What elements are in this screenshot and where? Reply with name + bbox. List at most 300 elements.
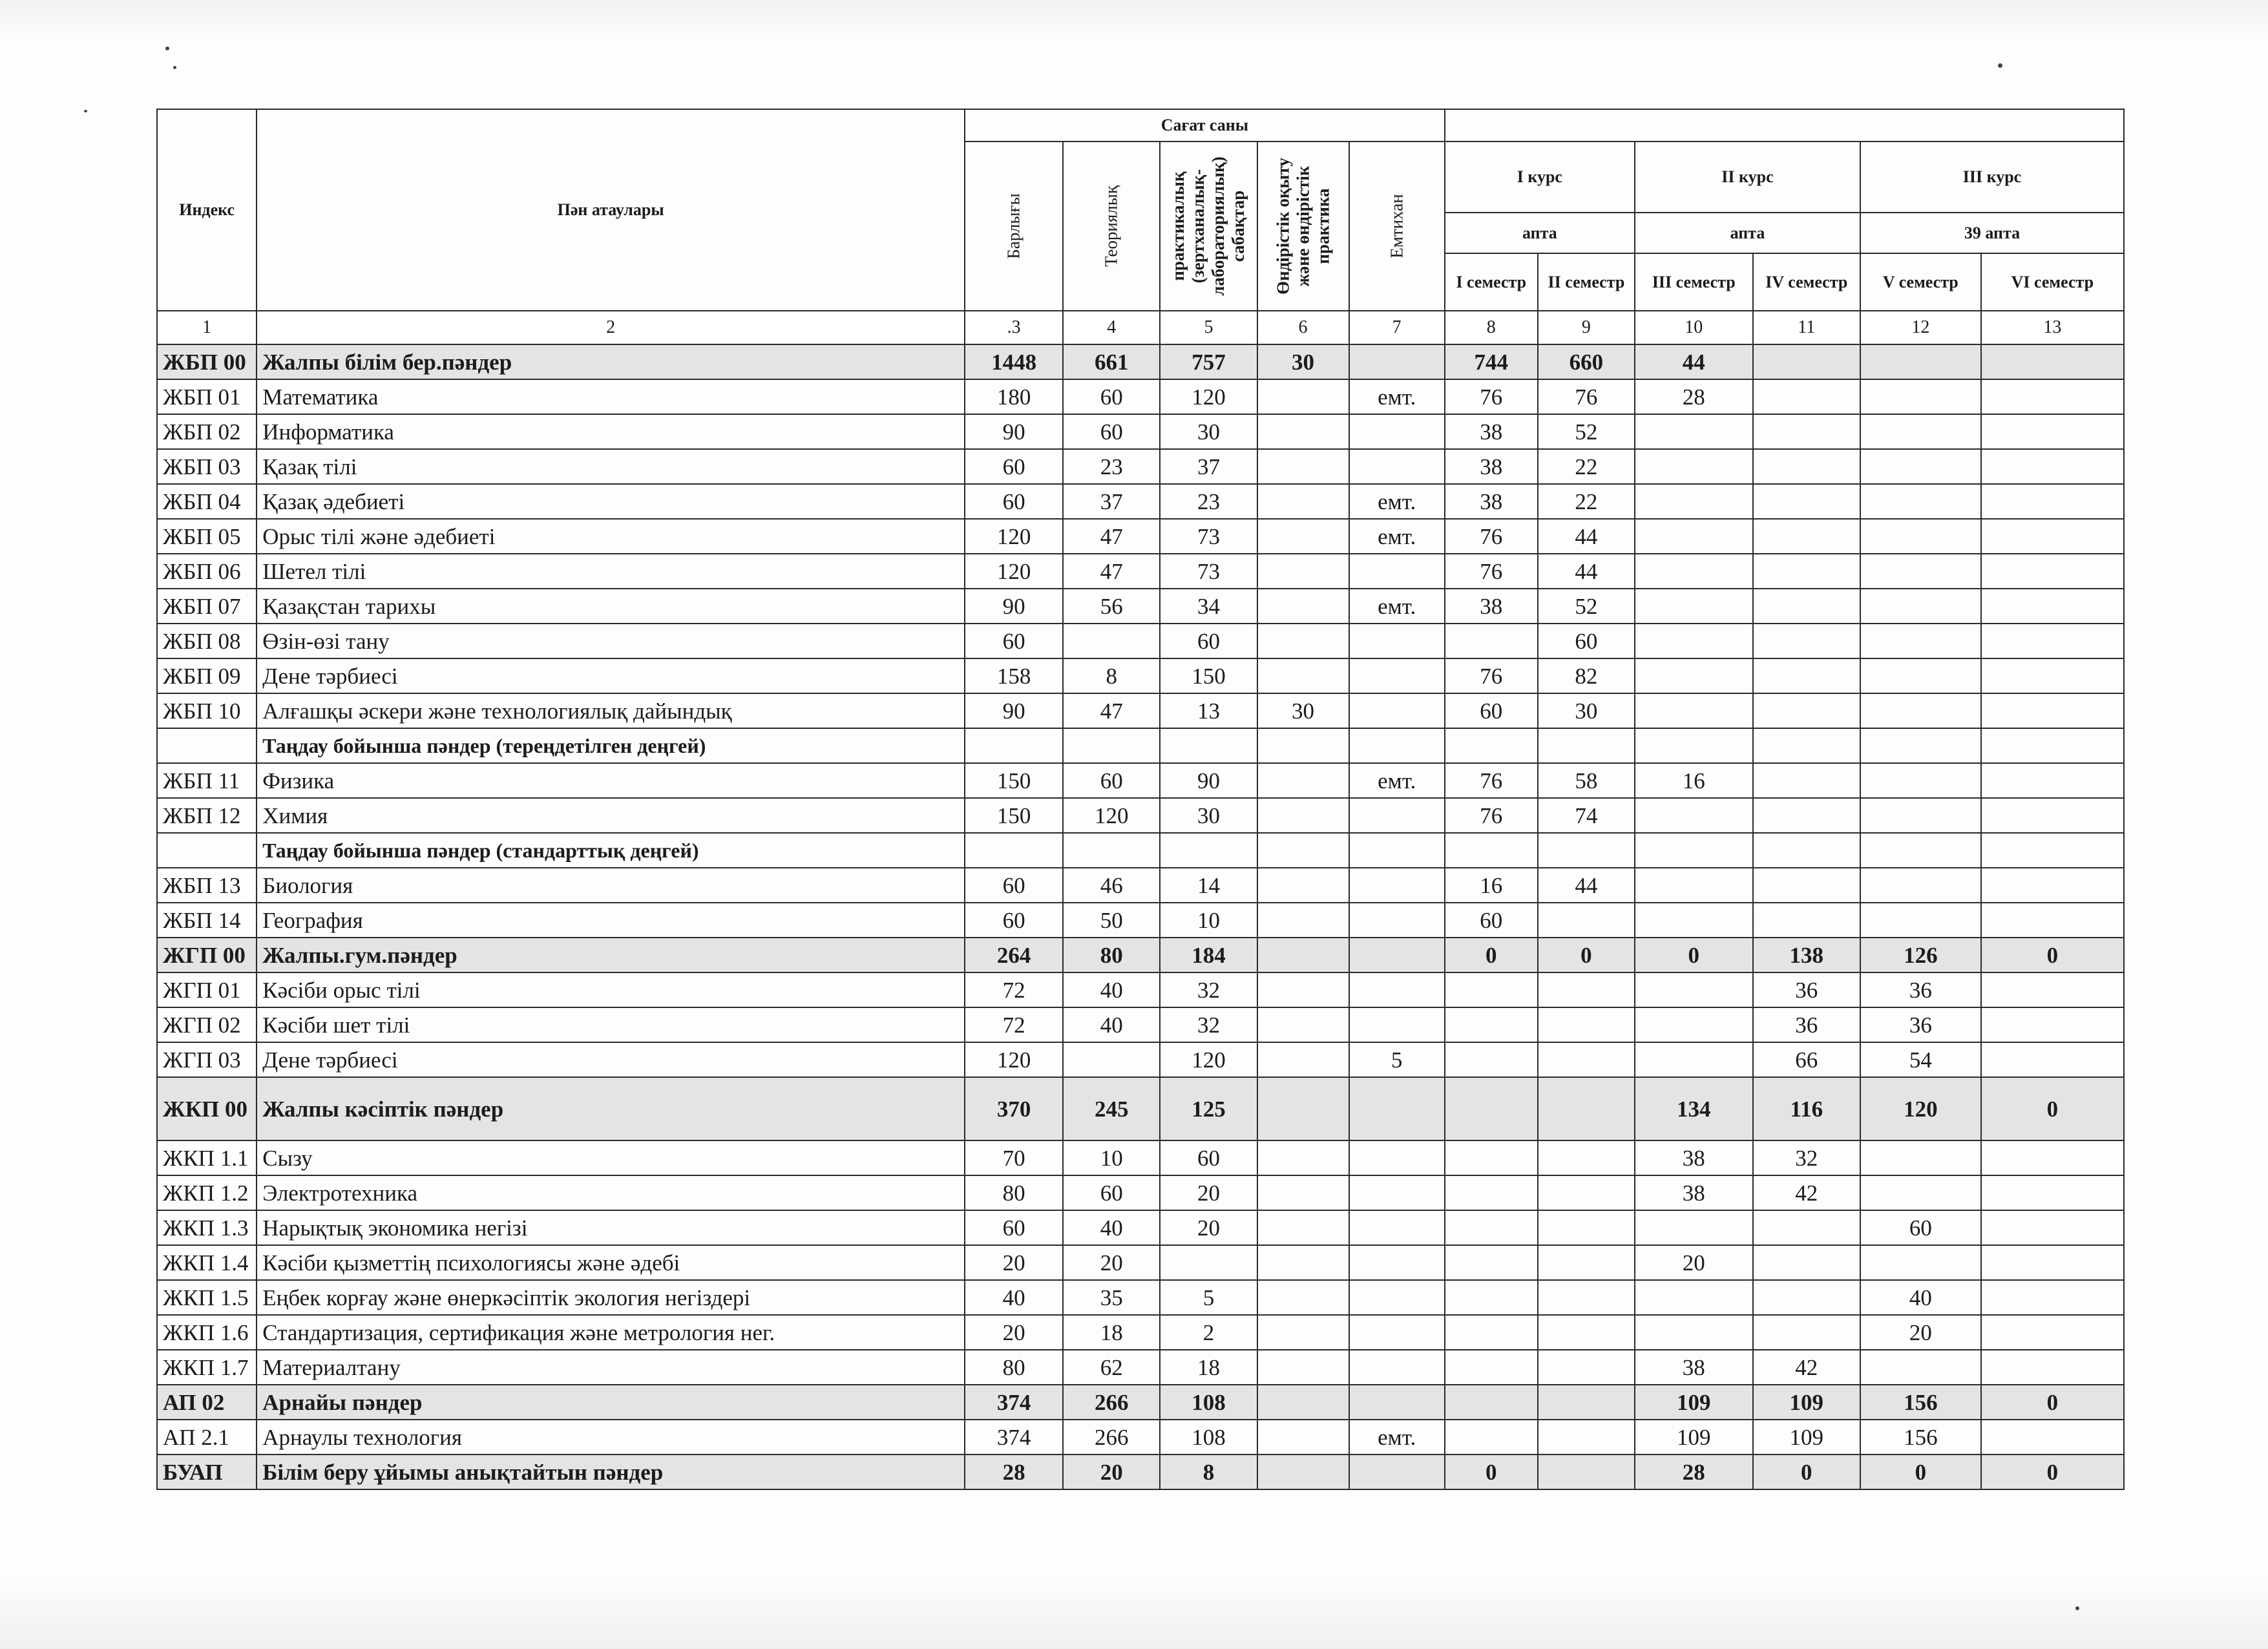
value-cell: 90 (965, 693, 1063, 728)
value-cell: 90 (965, 589, 1063, 624)
index-cell: ЖБП 03 (157, 449, 257, 484)
header-hours: Сағат саны (965, 109, 1445, 142)
value-cell: 72 (965, 1007, 1063, 1042)
value-cell: 0 (1981, 1455, 2124, 1489)
subject-name-cell: Арнайы пәндер (257, 1385, 965, 1420)
value-cell: 20 (1160, 1210, 1257, 1245)
value-cell: 120 (1860, 1077, 1981, 1140)
value-cell: 30 (1160, 414, 1257, 449)
value-cell: 1448 (965, 344, 1063, 379)
header-semester-2: II семестр (1538, 253, 1635, 311)
value-cell (1257, 1007, 1349, 1042)
scan-speck (1998, 63, 2002, 68)
value-cell: 60 (1063, 414, 1160, 449)
table-row (157, 1140, 2124, 1175)
value-cell: 40 (1860, 1280, 1981, 1315)
value-cell (1538, 833, 1635, 868)
value-cell (1981, 1315, 2124, 1350)
value-cell: 264 (965, 938, 1063, 972)
value-cell: 18 (1063, 1315, 1160, 1350)
index-cell: ЖБП 00 (157, 344, 257, 379)
value-cell (1257, 1077, 1349, 1140)
section-row (157, 344, 2124, 379)
value-cell (1538, 1455, 1635, 1489)
value-cell: 23 (1160, 484, 1257, 519)
value-cell: 60 (1063, 763, 1160, 798)
subject-name-cell: География (257, 903, 965, 938)
value-cell (1257, 449, 1349, 484)
value-cell (965, 728, 1063, 763)
header-weeks-3: 39 апта (1860, 213, 2124, 253)
value-cell (1257, 624, 1349, 658)
value-cell: 80 (965, 1175, 1063, 1210)
value-cell (1981, 658, 2124, 693)
value-cell: 60 (965, 903, 1063, 938)
index-cell: ЖБП 05 (157, 519, 257, 554)
subject-name-cell: Өзін-өзі тану (257, 624, 965, 658)
value-cell: 32 (1753, 1140, 1860, 1175)
value-cell (1981, 1420, 2124, 1455)
table-row (157, 519, 2124, 554)
value-cell (1063, 728, 1160, 763)
index-cell: ЖКП 1.2 (157, 1175, 257, 1210)
value-cell (1860, 1350, 1981, 1385)
value-cell (1257, 1140, 1349, 1175)
value-cell (1349, 798, 1445, 833)
value-cell (1538, 1175, 1635, 1210)
value-cell (1445, 1210, 1538, 1245)
value-cell (1445, 1175, 1538, 1210)
value-cell: 52 (1538, 414, 1635, 449)
value-cell (1753, 624, 1860, 658)
value-cell: 126 (1860, 938, 1981, 972)
value-cell (1860, 693, 1981, 728)
table-row (157, 1210, 2124, 1245)
subject-name-cell: Информатика (257, 414, 965, 449)
value-cell: 156 (1860, 1420, 1981, 1455)
value-cell (1981, 379, 2124, 414)
value-cell: 0 (1981, 1077, 2124, 1140)
header-industrial (1257, 142, 1349, 311)
value-cell (1635, 1007, 1753, 1042)
value-cell: 40 (1063, 1210, 1160, 1245)
value-cell (1860, 589, 1981, 624)
value-cell: 120 (1063, 798, 1160, 833)
index-cell: ЖКП 1.6 (157, 1315, 257, 1350)
value-cell (1538, 972, 1635, 1007)
value-cell (1257, 1245, 1349, 1280)
value-cell: 44 (1538, 868, 1635, 903)
value-cell (1753, 379, 1860, 414)
subheading-row (157, 833, 2124, 868)
value-cell (1257, 589, 1349, 624)
header-course-3: III курс (1860, 142, 2124, 213)
scan-speck (165, 47, 169, 50)
value-cell (1445, 972, 1538, 1007)
header-industrial-label: Өндірістік оқыту және өндірістік практика (1272, 158, 1333, 295)
value-cell (1538, 1245, 1635, 1280)
value-cell: 245 (1063, 1077, 1160, 1140)
table-row (157, 1007, 2124, 1042)
value-cell (1349, 938, 1445, 972)
value-cell (1753, 414, 1860, 449)
value-cell: 13 (1160, 693, 1257, 728)
value-cell (1635, 1042, 1753, 1077)
value-cell (1445, 1077, 1538, 1140)
value-cell: 266 (1063, 1385, 1160, 1420)
value-cell (1635, 868, 1753, 903)
value-cell: 30 (1160, 798, 1257, 833)
index-cell: ЖБП 13 (157, 868, 257, 903)
value-cell: 60 (965, 868, 1063, 903)
value-cell (1349, 1077, 1445, 1140)
value-cell: 54 (1860, 1042, 1981, 1077)
value-cell: 52 (1538, 589, 1635, 624)
value-cell (1538, 1042, 1635, 1077)
header-theory (1063, 142, 1160, 311)
value-cell: 22 (1538, 449, 1635, 484)
value-cell: емт. (1349, 763, 1445, 798)
value-cell: 5 (1349, 1042, 1445, 1077)
value-cell: 60 (1860, 1210, 1981, 1245)
value-cell (1981, 519, 2124, 554)
index-cell: ЖБП 10 (157, 693, 257, 728)
value-cell: 36 (1860, 972, 1981, 1007)
value-cell (1753, 519, 1860, 554)
header-theory-label: Теориялық (1101, 185, 1121, 268)
column-number: 7 (1349, 311, 1445, 344)
header-subject: Пән атаулары (257, 109, 965, 311)
header-semester-6: VI семестр (1981, 253, 2124, 311)
value-cell (1257, 1175, 1349, 1210)
value-cell (1860, 484, 1981, 519)
value-cell (1635, 589, 1753, 624)
value-cell (1753, 589, 1860, 624)
value-cell (1349, 1007, 1445, 1042)
value-cell (1981, 1210, 2124, 1245)
table-row (157, 1280, 2124, 1315)
subject-name-cell: Жалпы білім бер.пәндер (257, 344, 965, 379)
value-cell (1753, 1245, 1860, 1280)
subject-name-cell: Еңбек корғау және өнеркәсіптік экология негіздері (257, 1280, 965, 1315)
scan-speck (173, 66, 176, 69)
value-cell: 28 (1635, 1455, 1753, 1489)
index-cell: ЖБП 14 (157, 903, 257, 938)
value-cell (1349, 728, 1445, 763)
index-cell: ЖБП 08 (157, 624, 257, 658)
index-cell: ЖКП 1.1 (157, 1140, 257, 1175)
value-cell (1981, 1042, 2124, 1077)
header-semester-5: V семестр (1860, 253, 1981, 311)
value-cell: 0 (1635, 938, 1753, 972)
value-cell: 80 (965, 1350, 1063, 1385)
header-practical (1160, 142, 1257, 311)
value-cell: 120 (965, 1042, 1063, 1077)
value-cell (1753, 1210, 1860, 1245)
index-cell: ЖБП 02 (157, 414, 257, 449)
value-cell: 20 (1860, 1315, 1981, 1350)
value-cell: 23 (1063, 449, 1160, 484)
value-cell (1860, 414, 1981, 449)
value-cell (1349, 449, 1445, 484)
value-cell: 134 (1635, 1077, 1753, 1140)
value-cell (1860, 449, 1981, 484)
value-cell: 30 (1257, 344, 1349, 379)
index-cell: ЖКП 1.7 (157, 1350, 257, 1385)
value-cell (1257, 1315, 1349, 1350)
column-number: 6 (1257, 311, 1349, 344)
value-cell (1257, 798, 1349, 833)
value-cell (1860, 344, 1981, 379)
index-cell: АП 02 (157, 1385, 257, 1420)
value-cell (1538, 1210, 1635, 1245)
index-cell: ЖГП 02 (157, 1007, 257, 1042)
value-cell (1445, 1245, 1538, 1280)
value-cell: 32 (1160, 1007, 1257, 1042)
value-cell (1257, 554, 1349, 589)
subject-name-cell: Қазақ әдебиеті (257, 484, 965, 519)
header-index: Индекс (157, 109, 257, 311)
value-cell (1538, 1420, 1635, 1455)
value-cell: 62 (1063, 1350, 1160, 1385)
column-number: 10 (1635, 311, 1753, 344)
value-cell (1635, 728, 1753, 763)
subject-name-cell: Шетел тілі (257, 554, 965, 589)
value-cell (1349, 344, 1445, 379)
value-cell: емт. (1349, 589, 1445, 624)
value-cell (1635, 903, 1753, 938)
value-cell (1753, 763, 1860, 798)
column-number: 9 (1538, 311, 1635, 344)
value-cell (1257, 1420, 1349, 1455)
index-cell: ЖБП 07 (157, 589, 257, 624)
column-number: 11 (1753, 311, 1860, 344)
value-cell (1635, 658, 1753, 693)
value-cell: 20 (1635, 1245, 1753, 1280)
value-cell (1753, 693, 1860, 728)
value-cell (1860, 903, 1981, 938)
value-cell (1257, 728, 1349, 763)
value-cell: 36 (1753, 972, 1860, 1007)
value-cell (1349, 1455, 1445, 1489)
subject-name-cell: Стандартизация, сертификация және метрология нег. (257, 1315, 965, 1350)
subject-name-cell: Химия (257, 798, 965, 833)
value-cell (1445, 833, 1538, 868)
subject-name-cell: Жалпы.гум.пәндер (257, 938, 965, 972)
subject-name-cell: Математика (257, 379, 965, 414)
value-cell: 150 (965, 798, 1063, 833)
value-cell (1981, 1245, 2124, 1280)
value-cell (1257, 658, 1349, 693)
value-cell: 38 (1445, 414, 1538, 449)
value-cell: 37 (1063, 484, 1160, 519)
value-cell: 30 (1257, 693, 1349, 728)
value-cell (1349, 868, 1445, 903)
table-row (157, 624, 2124, 658)
value-cell: 76 (1445, 763, 1538, 798)
column-number: 4 (1063, 311, 1160, 344)
value-cell (1349, 1210, 1445, 1245)
value-cell: емт. (1349, 519, 1445, 554)
subject-name-cell: Сызу (257, 1140, 965, 1175)
value-cell: 0 (1860, 1455, 1981, 1489)
header-total (965, 142, 1063, 311)
value-cell (1349, 972, 1445, 1007)
value-cell: 46 (1063, 868, 1160, 903)
value-cell (1257, 1385, 1349, 1420)
value-cell: 180 (965, 379, 1063, 414)
value-cell (1538, 1077, 1635, 1140)
value-cell: 370 (965, 1077, 1063, 1140)
value-cell: 20 (965, 1315, 1063, 1350)
value-cell (1349, 658, 1445, 693)
value-cell: 42 (1753, 1175, 1860, 1210)
value-cell: 10 (1063, 1140, 1160, 1175)
value-cell: 374 (965, 1420, 1063, 1455)
section-row (157, 938, 2124, 972)
subject-name-cell: Дене тәрбиесі (257, 658, 965, 693)
value-cell: 76 (1445, 379, 1538, 414)
value-cell (1753, 1315, 1860, 1350)
value-cell (1445, 1315, 1538, 1350)
value-cell: 2 (1160, 1315, 1257, 1350)
subject-name-cell: Алғашқы әскери және технологиялық дайындық (257, 693, 965, 728)
value-cell (1981, 763, 2124, 798)
value-cell (1257, 379, 1349, 414)
value-cell: 47 (1063, 693, 1160, 728)
value-cell (1257, 1350, 1349, 1385)
value-cell (1981, 868, 2124, 903)
table-row (157, 693, 2124, 728)
value-cell (1063, 833, 1160, 868)
index-cell: АП 2.1 (157, 1420, 257, 1455)
value-cell (1860, 379, 1981, 414)
value-cell: емт. (1349, 379, 1445, 414)
column-number: 8 (1445, 311, 1538, 344)
header-total-label: Барлығы (1003, 193, 1024, 259)
value-cell: 108 (1160, 1385, 1257, 1420)
header-semester-3: III семестр (1635, 253, 1753, 311)
value-cell: 35 (1063, 1280, 1160, 1315)
value-cell (1753, 449, 1860, 484)
value-cell (1257, 833, 1349, 868)
value-cell (1753, 344, 1860, 379)
section-row (157, 1385, 2124, 1420)
value-cell (1753, 658, 1860, 693)
value-cell: 0 (1445, 938, 1538, 972)
value-cell: 108 (1160, 1420, 1257, 1455)
value-cell: 660 (1538, 344, 1635, 379)
value-cell (1753, 903, 1860, 938)
value-cell (1860, 1175, 1981, 1210)
value-cell (1981, 344, 2124, 379)
table-row (157, 554, 2124, 589)
subheading-row (157, 728, 2124, 763)
value-cell: 76 (1445, 658, 1538, 693)
value-cell: 60 (1160, 624, 1257, 658)
value-cell: 20 (1063, 1455, 1160, 1489)
value-cell (1981, 1140, 2124, 1175)
value-cell (1860, 763, 1981, 798)
value-cell (1753, 554, 1860, 589)
value-cell (1635, 798, 1753, 833)
value-cell (1860, 519, 1981, 554)
value-cell: 120 (965, 554, 1063, 589)
index-cell: ЖБП 11 (157, 763, 257, 798)
index-cell: ЖКП 1.3 (157, 1210, 257, 1245)
value-cell: 34 (1160, 589, 1257, 624)
value-cell (1753, 484, 1860, 519)
section-row (157, 1455, 2124, 1489)
value-cell (1445, 624, 1538, 658)
value-cell: 40 (965, 1280, 1063, 1315)
value-cell (1635, 519, 1753, 554)
value-cell (1635, 833, 1753, 868)
table-row (157, 1042, 2124, 1077)
value-cell: 28 (1635, 379, 1753, 414)
value-cell: 42 (1753, 1350, 1860, 1385)
value-cell (1981, 1175, 2124, 1210)
subject-name-cell: Орыс тілі және әдебиеті (257, 519, 965, 554)
subject-name-cell: Электротехника (257, 1175, 965, 1210)
value-cell: 109 (1635, 1385, 1753, 1420)
value-cell: 109 (1753, 1420, 1860, 1455)
value-cell: 60 (965, 484, 1063, 519)
value-cell: 47 (1063, 519, 1160, 554)
index-cell (157, 833, 257, 868)
index-cell: ЖБП 04 (157, 484, 257, 519)
value-cell: 757 (1160, 344, 1257, 379)
value-cell (1257, 972, 1349, 1007)
table-row (157, 1350, 2124, 1385)
index-cell: ЖГП 01 (157, 972, 257, 1007)
column-number-row (157, 311, 2124, 344)
index-cell: ЖГП 00 (157, 938, 257, 972)
value-cell: 90 (1160, 763, 1257, 798)
value-cell (1635, 449, 1753, 484)
value-cell: 60 (965, 1210, 1063, 1245)
value-cell: 0 (1981, 938, 2124, 972)
value-cell: 50 (1063, 903, 1160, 938)
value-cell: 5 (1160, 1280, 1257, 1315)
value-cell: 60 (1063, 379, 1160, 414)
value-cell: 184 (1160, 938, 1257, 972)
value-cell: 60 (1538, 624, 1635, 658)
value-cell (1981, 624, 2124, 658)
table-row (157, 449, 2124, 484)
table-row (157, 972, 2124, 1007)
value-cell (1445, 1140, 1538, 1175)
value-cell (1349, 1245, 1445, 1280)
value-cell (1860, 868, 1981, 903)
value-cell: 40 (1063, 1007, 1160, 1042)
value-cell: 74 (1538, 798, 1635, 833)
column-number: 2 (257, 311, 965, 344)
value-cell: 116 (1753, 1077, 1860, 1140)
value-cell (1349, 693, 1445, 728)
table-row (157, 379, 2124, 414)
value-cell (1257, 1210, 1349, 1245)
table-row (157, 763, 2124, 798)
value-cell (1753, 1280, 1860, 1315)
subject-name-cell: Нарықтық экономика негізі (257, 1210, 965, 1245)
value-cell (1538, 1350, 1635, 1385)
value-cell: 60 (1160, 1140, 1257, 1175)
value-cell: 44 (1538, 519, 1635, 554)
table-header (157, 109, 2124, 344)
value-cell: 90 (965, 414, 1063, 449)
value-cell: 30 (1538, 693, 1635, 728)
